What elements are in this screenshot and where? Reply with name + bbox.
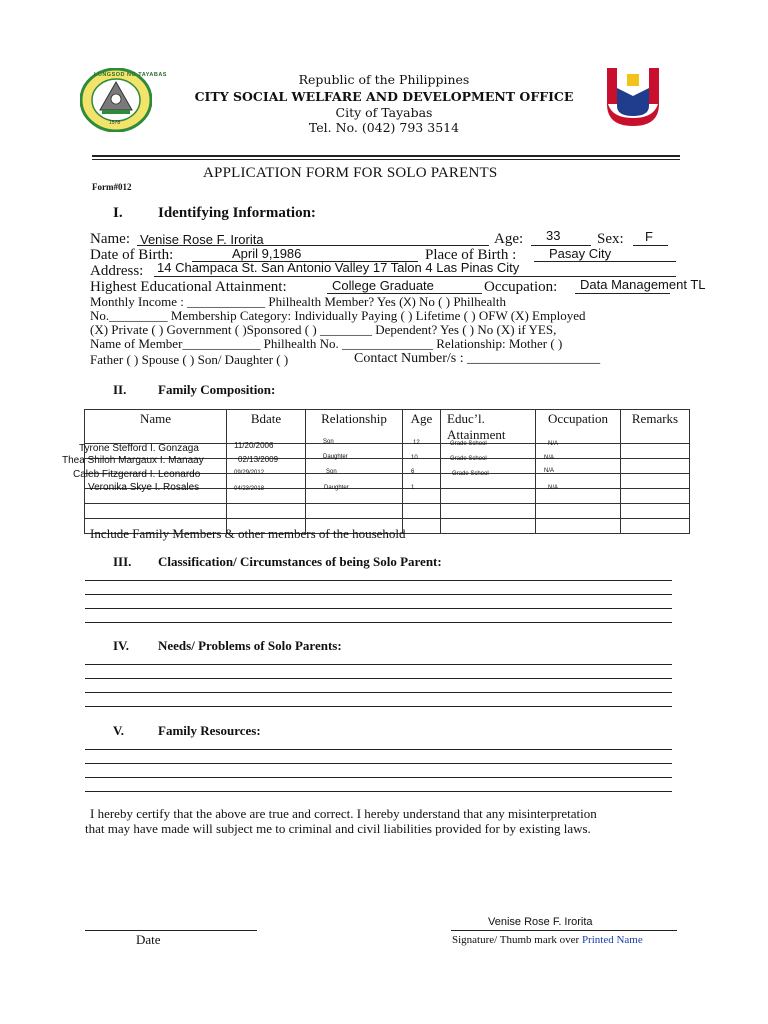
member-3-bdate[interactable]: 09/29/2012 <box>234 470 265 476</box>
date-label: Date <box>136 932 161 947</box>
member-2-relationship[interactable]: Daughter <box>323 454 348 460</box>
section3-line[interactable] <box>85 594 672 595</box>
sex-label: Sex: <box>597 231 624 247</box>
col-education-1: Educ’l. <box>447 411 485 426</box>
occupation-value[interactable]: Data Management TL <box>580 277 706 292</box>
signature-line[interactable] <box>451 930 677 931</box>
printed-name-label: Printed Name <box>581 934 643 946</box>
header-tel: Tel. No. (042) 793 3514 <box>308 120 460 135</box>
section2-title: Family Composition: <box>158 382 276 397</box>
dob-label: Date of Birth: <box>90 247 174 263</box>
section1-numeral: I. <box>113 205 123 221</box>
family-table-header <box>85 410 690 444</box>
age-label: Age: <box>494 231 524 247</box>
name-label: Name: <box>90 231 130 247</box>
member-3-relationship[interactable]: Son <box>326 469 337 475</box>
col-education <box>441 410 536 444</box>
section5-line[interactable] <box>85 749 672 750</box>
seal-text: LUNGSOD NG TAYABAS <box>94 72 167 78</box>
col-occupation: Occupation <box>536 410 621 444</box>
pob-label: Place of Birth : <box>425 247 517 263</box>
signature-label: Signature/ Thumb mark over <box>452 934 582 946</box>
section3-numeral: III. <box>113 554 132 569</box>
member-4-bdate[interactable]: 04/23/2018 <box>234 486 265 492</box>
section3-title: Classification/ Circumstances of being Solo Parent: <box>158 554 442 569</box>
membership-line: No._________ Membership Category: Individually Paying ( ) Lifetime ( ) OFW (X) Employed <box>90 308 586 323</box>
age-value[interactable]: 33 <box>546 228 561 243</box>
philhealth-yes-mark[interactable]: X <box>403 295 412 309</box>
member-1-education[interactable]: Grade School <box>450 441 487 447</box>
member-3-education[interactable]: Grade School <box>452 471 489 477</box>
member-line: Name of Member____________ Philhealth No. ______________ Relationship: Mother ( ) <box>90 336 563 351</box>
section5-numeral: V. <box>113 723 124 738</box>
section4-line[interactable] <box>85 706 672 707</box>
header-city: City of Tayabas <box>335 105 433 120</box>
member-1-age[interactable]: 12 <box>413 440 420 446</box>
member-3-name[interactable]: Caleb Fitzgerard I. Leonardo <box>73 469 201 480</box>
section4-numeral: IV. <box>113 638 130 653</box>
section3-line[interactable] <box>85 622 672 623</box>
member-2-occupation[interactable]: N/A <box>544 455 555 461</box>
dob-value[interactable]: April 9,1986 <box>232 246 302 261</box>
section2-numeral: II. <box>113 382 127 397</box>
date-line[interactable] <box>85 930 257 931</box>
col-remarks: Remarks <box>621 410 690 444</box>
section4-line[interactable] <box>85 678 672 679</box>
city-seal <box>80 68 167 132</box>
section3-line[interactable] <box>85 608 672 609</box>
member-2-bdate[interactable]: 02/13/2009 <box>238 455 279 464</box>
member-4-name[interactable]: Veronika Skye I. Rosales <box>88 482 200 493</box>
certification-line-2: that may have made will subject me to criminal and civil liabilities provided for by existing laws. <box>85 821 591 836</box>
section5-line[interactable] <box>85 777 672 778</box>
member-1-name[interactable]: Tyrone Stefford I. Gonzaga <box>79 443 199 454</box>
section4-line[interactable] <box>85 664 672 665</box>
form-title: APPLICATION FORM FOR SOLO PARENTS <box>203 165 498 181</box>
member-3-age[interactable]: 6 <box>411 469 415 475</box>
header-republic: Republic of the Philippines <box>298 72 470 87</box>
address-label: Address: <box>90 263 144 279</box>
col-age: Age <box>403 410 441 444</box>
member-2-education[interactable]: Grade School <box>450 456 487 462</box>
form-number: Form#012 <box>92 182 132 192</box>
header-rule-top <box>92 155 680 157</box>
member-4-age[interactable]: 1 <box>411 485 415 491</box>
col-name: Name <box>85 410 227 444</box>
income-text: Monthly Income : ____________ Philhealth Member? Yes ( <box>90 294 404 309</box>
income-text-end: ) No ( ) Philhealth <box>411 294 507 309</box>
member-1-occupation[interactable]: N/A <box>548 441 559 447</box>
pob-value[interactable]: Pasay City <box>549 246 612 261</box>
header-rule-bottom <box>92 159 680 160</box>
contact-line: Contact Number/s : ___________________ <box>354 351 601 366</box>
member-2-age[interactable]: 10 <box>411 455 418 461</box>
col-education-2: Attainment <box>447 427 506 442</box>
member-3-occupation[interactable]: N/A <box>544 468 555 474</box>
certification-line-1: I hereby certify that the above are true and correct. I hereby understand that any misinterpretation <box>90 806 597 821</box>
occupation-label: Occupation: <box>484 279 558 295</box>
member-2-name[interactable]: Thea Shiloh Margaux I. Manaay <box>62 455 204 466</box>
section4-title: Needs/ Problems of Solo Parents: <box>158 638 342 653</box>
section3-line[interactable] <box>85 580 672 581</box>
dswd-logo <box>603 66 663 128</box>
table-row <box>85 504 690 519</box>
sex-value[interactable]: F <box>645 229 653 244</box>
private-line: (X) Private ( ) Government ( )Sponsored ( ) ________ Dependent? Yes ( ) No (X) if YES, <box>90 322 557 337</box>
name-value[interactable]: Venise Rose F. Irorita <box>140 232 264 247</box>
section5-line[interactable] <box>85 763 672 764</box>
section5-title: Family Resources: <box>158 723 261 738</box>
signature-caption <box>452 934 643 946</box>
section5-line[interactable] <box>85 791 672 792</box>
signature-name[interactable]: Venise Rose F. Irorita <box>488 916 593 928</box>
member-1-bdate[interactable]: 11/20/2006 <box>234 441 274 450</box>
header-office: CITY SOCIAL WELFARE AND DEVELOPMENT OFFICE <box>194 89 574 104</box>
education-value[interactable]: College Graduate <box>332 278 434 293</box>
section1-title: Identifying Information: <box>158 205 316 221</box>
family-note: Include Family Members & other members of the household <box>90 526 406 541</box>
address-value[interactable]: 14 Champaca St. San Antonio Valley 17 Talon 4 Las Pinas City <box>157 260 520 275</box>
education-label: Highest Educational Attainment: <box>90 279 287 295</box>
col-relationship: Relationship <box>306 410 403 444</box>
section4-line[interactable] <box>85 692 672 693</box>
member-1-relationship[interactable]: Son <box>323 439 334 445</box>
member-4-relationship[interactable]: Daughter <box>324 485 349 491</box>
father-line: Father ( ) Spouse ( ) Son/ Daughter ( ) <box>90 352 289 367</box>
member-4-occupation[interactable]: N/A <box>548 485 559 491</box>
seal-year: 1578 <box>109 120 121 126</box>
col-bdate: Bdate <box>227 410 306 444</box>
